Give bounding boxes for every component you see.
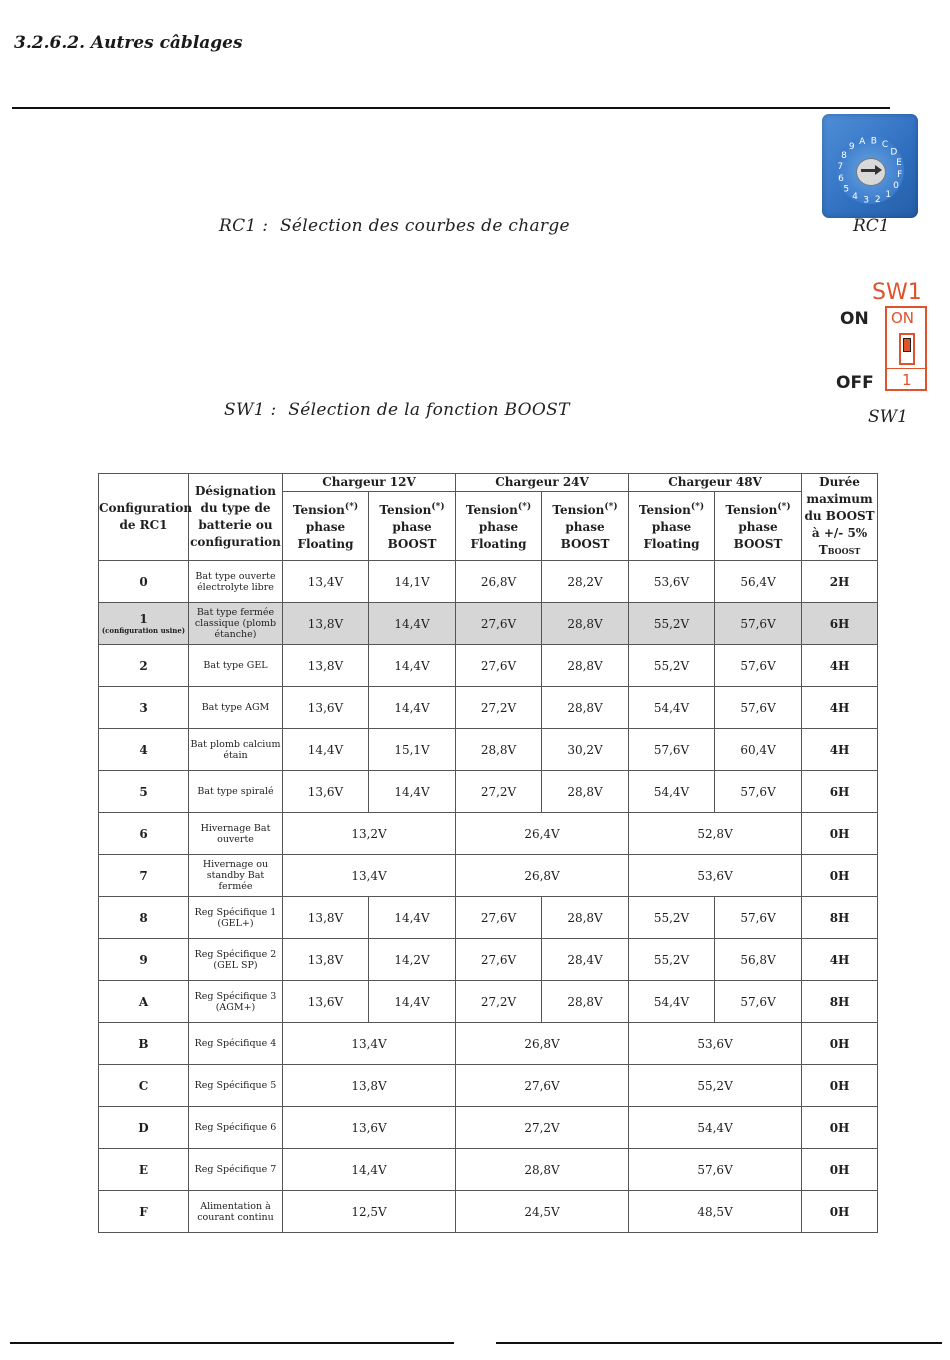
sw1-caption-text: Sélection de la fonction BOOST — [288, 400, 570, 420]
sw1-image-label: SW1 — [868, 407, 908, 427]
section-heading: 3.2.6.2. Autres câblages — [14, 33, 243, 53]
rc1-dial-digit: C — [881, 140, 889, 150]
cell-12v-floating: 14,4V — [283, 729, 369, 771]
subheader-24v-floating: Tension(*) phase Floating — [456, 492, 542, 561]
cell-configuration: 7 — [99, 855, 189, 897]
footer-rule-left — [10, 1342, 454, 1344]
cell-configuration: E — [99, 1149, 189, 1191]
cell-24v-floating: 27,2V — [456, 687, 542, 729]
cell-48v-boost: 57,6V — [715, 981, 802, 1023]
cell-12v-boost: 14,4V — [369, 981, 456, 1023]
sw1-divider — [887, 368, 925, 369]
cell-24v-boost: 28,8V — [542, 603, 629, 645]
cell-24v-merged: 28,8V — [456, 1149, 629, 1191]
header-designation: Désignation du type de batterie ou configuration — [189, 474, 283, 561]
cell-24v-floating: 27,6V — [456, 645, 542, 687]
cell-12v-boost: 14,4V — [369, 687, 456, 729]
table-row — [99, 855, 878, 897]
cell-boost-duration: 0H — [802, 1023, 878, 1065]
dip-switch-slot — [899, 333, 915, 365]
cell-configuration: 0 — [99, 561, 189, 603]
sw1-caption — [224, 400, 570, 420]
cell-boost-duration: 4H — [802, 939, 878, 981]
footer-rule-right — [496, 1342, 942, 1344]
subheader-48v-floating: Tension(*) phase Floating — [629, 492, 715, 561]
cell-12v-merged: 12,5V — [283, 1191, 456, 1233]
cell-12v-boost: 15,1V — [369, 729, 456, 771]
cell-12v-floating: 13,6V — [283, 687, 369, 729]
cell-configuration: 1 (configuration usine) — [99, 603, 189, 645]
cell-boost-duration: 6H — [802, 603, 878, 645]
table-row — [99, 1191, 878, 1233]
cell-24v-floating: 27,2V — [456, 981, 542, 1023]
cell-48v-floating: 55,2V — [629, 603, 715, 645]
cell-24v-floating: 27,6V — [456, 897, 542, 939]
rc1-dial-digit: 2 — [874, 195, 881, 205]
cell-designation: Alimentation à courant continu — [189, 1191, 283, 1233]
cell-12v-floating: 13,6V — [283, 981, 369, 1023]
arrow-icon — [856, 158, 886, 186]
cell-48v-boost: 57,6V — [715, 687, 802, 729]
cell-configuration: A — [99, 981, 189, 1023]
table-row — [99, 1065, 878, 1107]
cell-48v-boost: 60,4V — [715, 729, 802, 771]
cell-48v-floating: 55,2V — [629, 645, 715, 687]
rc1-dial-digit: 9 — [848, 142, 855, 153]
cell-24v-merged: 27,6V — [456, 1065, 629, 1107]
header-duration-text: Durée maximum du BOOST à +/- 5% — [804, 475, 875, 540]
subheader-12v-boost: Tension(*) phase BOOST — [369, 492, 456, 561]
cell-12v-merged: 13,4V — [283, 1023, 456, 1065]
header-configuration: Configuration de RC1 — [99, 474, 189, 561]
rc1-dial-digit: B — [870, 136, 877, 147]
cell-designation: Bat plomb calcium étain — [189, 729, 283, 771]
cell-configuration: F — [99, 1191, 189, 1233]
cell-48v-floating: 55,2V — [629, 897, 715, 939]
header-charger-24v: Chargeur 24V — [456, 474, 629, 492]
cell-48v-merged: 53,6V — [629, 1023, 802, 1065]
cell-48v-merged: 48,5V — [629, 1191, 802, 1233]
header-boost-duration — [802, 474, 878, 561]
cell-24v-floating: 26,8V — [456, 561, 542, 603]
table-row — [99, 687, 878, 729]
table-row — [99, 603, 878, 645]
subheader-12v-floating: Tension(*) phase Floating — [283, 492, 369, 561]
configuration-table — [98, 473, 878, 1233]
cell-48v-floating: 54,4V — [629, 771, 715, 813]
table-row — [99, 981, 878, 1023]
cell-48v-boost: 56,8V — [715, 939, 802, 981]
cell-48v-boost: 57,6V — [715, 645, 802, 687]
cell-configuration: B — [99, 1023, 189, 1065]
cell-designation: Hivernage Bat ouverte — [189, 813, 283, 855]
rc1-dial-digit: 4 — [852, 192, 858, 202]
cell-boost-duration: 0H — [802, 813, 878, 855]
cell-boost-duration: 8H — [802, 981, 878, 1023]
cell-designation: Hivernage ou standby Bat fermée — [189, 855, 283, 897]
sw1-caption-label: SW1 : — [224, 400, 277, 420]
cell-12v-floating: 13,8V — [283, 939, 369, 981]
rc1-dial-digit: 8 — [841, 151, 847, 161]
rc1-dial-digit: 6 — [838, 173, 844, 184]
top-rule — [12, 107, 890, 109]
cell-12v-merged: 13,8V — [283, 1065, 456, 1107]
cell-boost-duration: 0H — [802, 855, 878, 897]
cell-boost-duration: 0H — [802, 1107, 878, 1149]
header-tboost: TBOOST — [818, 543, 861, 557]
rc1-rotary-switch-image — [822, 114, 918, 218]
rc1-dial-digit: F — [897, 169, 903, 180]
cell-24v-boost: 28,8V — [542, 645, 629, 687]
cell-24v-merged: 26,8V — [456, 855, 629, 897]
cell-48v-boost: 57,6V — [715, 771, 802, 813]
cell-configuration: 2 — [99, 645, 189, 687]
cell-48v-merged: 55,2V — [629, 1065, 802, 1107]
cell-24v-merged: 24,5V — [456, 1191, 629, 1233]
cell-boost-duration: 6H — [802, 771, 878, 813]
cell-designation: Bat type fermée classique (plomb étanche) — [189, 603, 283, 645]
cell-24v-floating: 27,2V — [456, 771, 542, 813]
cell-12v-boost: 14,1V — [369, 561, 456, 603]
cell-configuration: 5 — [99, 771, 189, 813]
cell-24v-floating: 27,6V — [456, 939, 542, 981]
table-row — [99, 729, 878, 771]
cell-boost-duration: 0H — [802, 1149, 878, 1191]
cell-configuration: C — [99, 1065, 189, 1107]
subheader-24v-boost: Tension(*) phase BOOST — [542, 492, 629, 561]
rc1-dial-digit: 1 — [885, 189, 892, 200]
sw1-on-label: ON — [891, 309, 915, 327]
cell-boost-duration: 4H — [802, 645, 878, 687]
cell-48v-merged: 53,6V — [629, 855, 802, 897]
cell-configuration: 8 — [99, 897, 189, 939]
cell-48v-floating: 55,2V — [629, 939, 715, 981]
rc1-dial-digit: 0 — [893, 181, 899, 191]
cell-24v-boost: 28,2V — [542, 561, 629, 603]
cell-12v-floating: 13,6V — [283, 771, 369, 813]
rc1-caption-text: Sélection des courbes de charge — [279, 216, 570, 236]
dip-switch-lever-icon — [903, 338, 911, 352]
cell-48v-floating: 53,6V — [629, 561, 715, 603]
table-row — [99, 939, 878, 981]
rc1-dial-digit: 7 — [837, 162, 844, 173]
cell-configuration: 9 — [99, 939, 189, 981]
rc1-image-label: RC1 — [853, 216, 890, 236]
cell-boost-duration: 2H — [802, 561, 878, 603]
factory-config-note: (configuration usine) — [101, 626, 186, 635]
cell-designation: Bat type spiralé — [189, 771, 283, 813]
rc1-dial-digit: 5 — [843, 184, 850, 195]
cell-12v-merged: 13,2V — [283, 813, 456, 855]
rc1-caption — [219, 216, 570, 236]
cell-24v-boost: 30,2V — [542, 729, 629, 771]
cell-designation: Bat type AGM — [189, 687, 283, 729]
cell-24v-boost: 28,8V — [542, 981, 629, 1023]
cell-designation: Reg Spécifique 3 (AGM+) — [189, 981, 283, 1023]
cell-boost-duration: 8H — [802, 897, 878, 939]
table-row — [99, 1023, 878, 1065]
cell-12v-boost: 14,4V — [369, 603, 456, 645]
cell-designation: Bat type ouverte électrolyte libre — [189, 561, 283, 603]
sw1-image-title: SW1 — [872, 280, 922, 305]
cell-12v-floating: 13,8V — [283, 603, 369, 645]
cell-12v-merged: 13,6V — [283, 1107, 456, 1149]
cell-48v-merged: 57,6V — [629, 1149, 802, 1191]
cell-24v-floating: 27,6V — [456, 603, 542, 645]
cell-48v-floating: 57,6V — [629, 729, 715, 771]
cell-24v-boost: 28,4V — [542, 939, 629, 981]
cell-12v-boost: 14,4V — [369, 645, 456, 687]
cell-48v-merged: 54,4V — [629, 1107, 802, 1149]
cell-24v-merged: 26,4V — [456, 813, 629, 855]
cell-boost-duration: 4H — [802, 729, 878, 771]
table-row — [99, 771, 878, 813]
cell-designation: Reg Spécifique 2 (GEL SP) — [189, 939, 283, 981]
cell-24v-boost: 28,8V — [542, 897, 629, 939]
cell-designation: Reg Spécifique 1 (GEL+) — [189, 897, 283, 939]
table-row — [99, 1107, 878, 1149]
rc1-dial-digit: E — [896, 158, 902, 169]
cell-24v-boost: 28,8V — [542, 687, 629, 729]
cell-12v-floating: 13,4V — [283, 561, 369, 603]
cell-designation: Reg Spécifique 5 — [189, 1065, 283, 1107]
table-row — [99, 1149, 878, 1191]
cell-12v-merged: 13,4V — [283, 855, 456, 897]
rc1-dial-digit: 3 — [863, 195, 869, 206]
table-body — [99, 561, 878, 1233]
cell-configuration: 4 — [99, 729, 189, 771]
table-row — [99, 813, 878, 855]
cell-configuration: 3 — [99, 687, 189, 729]
cell-48v-floating: 54,4V — [629, 981, 715, 1023]
cell-24v-merged: 26,8V — [456, 1023, 629, 1065]
cell-boost-duration: 0H — [802, 1065, 878, 1107]
cell-12v-boost: 14,4V — [369, 897, 456, 939]
cell-48v-boost: 57,6V — [715, 897, 802, 939]
cell-24v-merged: 27,2V — [456, 1107, 629, 1149]
cell-configuration: D — [99, 1107, 189, 1149]
rc1-caption-label: RC1 : — [219, 216, 269, 236]
header-charger-12v: Chargeur 12V — [283, 474, 456, 492]
cell-designation: Reg Spécifique 4 — [189, 1023, 283, 1065]
cell-designation: Bat type GEL — [189, 645, 283, 687]
cell-48v-floating: 54,4V — [629, 687, 715, 729]
cell-12v-floating: 13,8V — [283, 645, 369, 687]
cell-24v-floating: 28,8V — [456, 729, 542, 771]
cell-12v-boost: 14,2V — [369, 939, 456, 981]
cell-boost-duration: 4H — [802, 687, 878, 729]
cell-designation: Reg Spécifique 6 — [189, 1107, 283, 1149]
cell-12v-floating: 13,8V — [283, 897, 369, 939]
table-row — [99, 645, 878, 687]
sw1-switch-number: 1 — [902, 371, 912, 389]
subheader-48v-boost: Tension(*) phase BOOST — [715, 492, 802, 561]
table-row — [99, 561, 878, 603]
cell-24v-boost: 28,8V — [542, 771, 629, 813]
dip-switch-image — [885, 306, 927, 391]
cell-48v-boost: 56,4V — [715, 561, 802, 603]
rc1-dial-digit: A — [859, 137, 866, 147]
cell-boost-duration: 0H — [802, 1191, 878, 1233]
cell-12v-boost: 14,4V — [369, 771, 456, 813]
cell-designation: Reg Spécifique 7 — [189, 1149, 283, 1191]
cell-48v-boost: 57,6V — [715, 603, 802, 645]
sw1-on-marker: ON — [840, 309, 869, 329]
cell-configuration: 6 — [99, 813, 189, 855]
sw1-off-marker: OFF — [836, 373, 874, 393]
header-charger-48v: Chargeur 48V — [629, 474, 802, 492]
rc1-dial-digit: D — [890, 147, 898, 158]
cell-48v-merged: 52,8V — [629, 813, 802, 855]
table-row — [99, 897, 878, 939]
cell-12v-merged: 14,4V — [283, 1149, 456, 1191]
